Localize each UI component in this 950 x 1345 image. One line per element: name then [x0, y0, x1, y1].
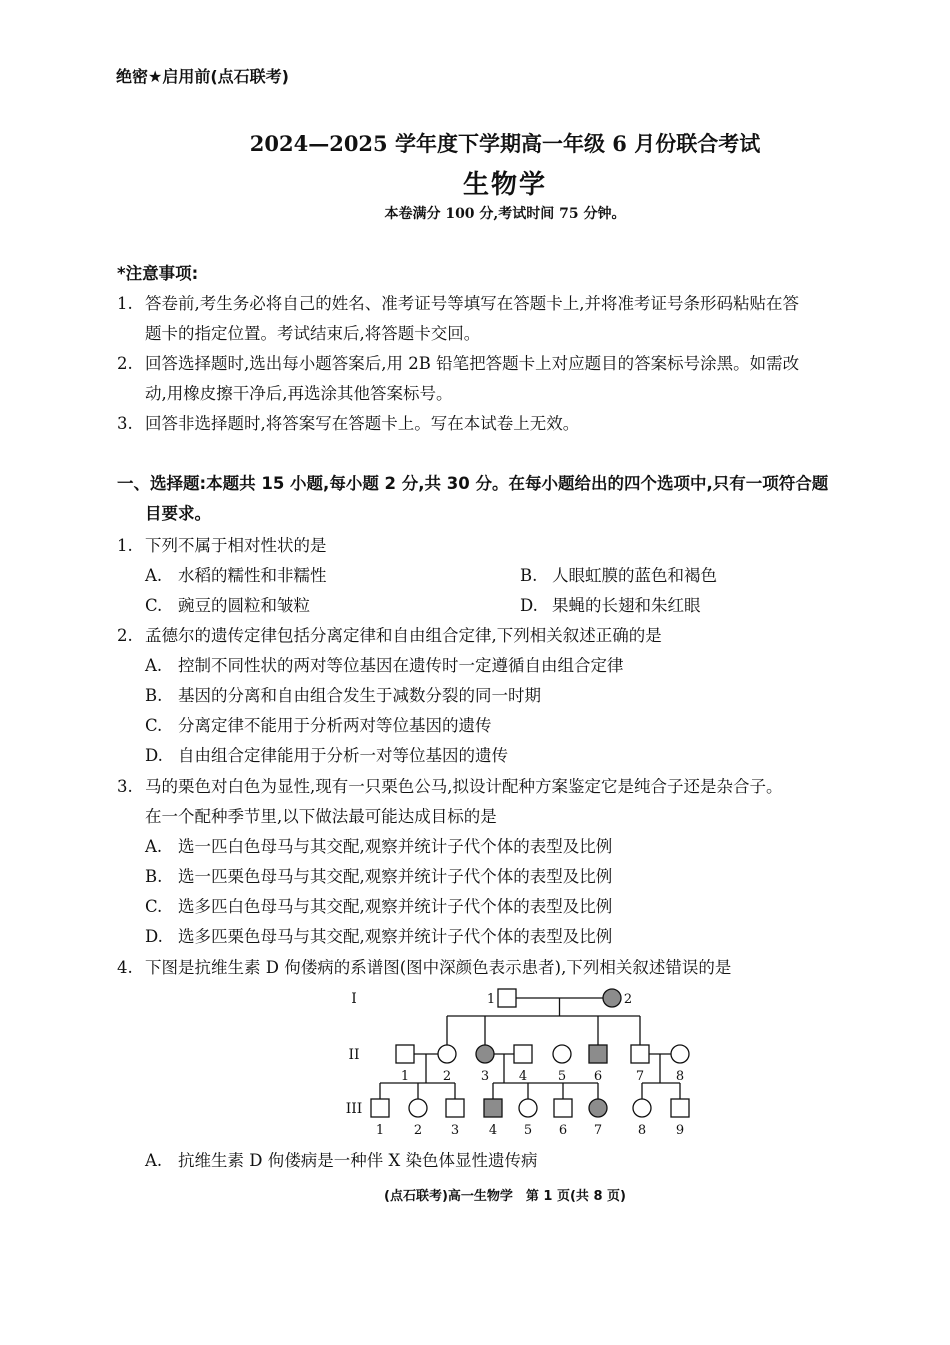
note-line: 回答选择题时,选出每小题答案后,用 2B 铅笔把答题卡上对应题目的答案标号涂黑。如需改	[145, 354, 800, 373]
note-number: 1.	[117, 294, 133, 313]
individual-label: 4	[488, 1123, 498, 1138]
male-symbol	[396, 1045, 414, 1063]
female-symbol	[553, 1045, 571, 1063]
option-text: 选一匹栗色母马与其交配,观察并统计子代个体的表型及比例	[178, 867, 613, 886]
individual-label: 1	[486, 992, 496, 1007]
option-letter: D.	[145, 746, 163, 765]
subject-title: 生物学	[462, 170, 547, 200]
question-stem: 马的栗色对白色为显性,现有一只栗色公马,拟设计配种方案鉴定它是纯合子还是杂合子。	[145, 777, 783, 796]
option-letter: C.	[145, 897, 163, 916]
score-time-note: 本卷满分 100 分,考试时间 75 分钟。	[384, 206, 626, 222]
option-text: 人眼虹膜的蓝色和褐色	[552, 566, 717, 585]
affected-female-symbol	[476, 1045, 494, 1063]
secret-label: 绝密★启用前(点石联考)	[116, 67, 289, 86]
individual-label: 6	[558, 1123, 568, 1138]
option-text: 选一匹白色母马与其交配,观察并统计子代个体的表型及比例	[178, 837, 613, 856]
option-letter: B.	[145, 686, 163, 705]
question-number: 4.	[117, 958, 133, 977]
male-symbol	[514, 1045, 532, 1063]
female-symbol	[519, 1099, 537, 1117]
generation-label: I	[351, 991, 357, 1007]
section-heading-cont: 目要求。	[145, 504, 211, 523]
note-number: 3.	[117, 414, 133, 433]
individual-label: 3	[450, 1123, 460, 1138]
option-text: 豌豆的圆粒和皱粒	[178, 596, 310, 615]
male-symbol	[631, 1045, 649, 1063]
option-letter: A.	[145, 837, 163, 856]
option-text: 控制不同性状的两对等位基因在遗传时一定遵循自由组合定律	[178, 656, 624, 675]
individual-label: 1	[375, 1123, 385, 1138]
male-symbol	[371, 1099, 389, 1117]
individual-label: 7	[635, 1069, 645, 1084]
male-symbol	[671, 1099, 689, 1117]
option-letter: D.	[145, 927, 163, 946]
option-letter: B.	[145, 867, 163, 886]
option-text: 水稻的糯性和非糯性	[178, 566, 327, 585]
individual-label: 2	[442, 1069, 452, 1084]
option-letter: C.	[145, 716, 163, 735]
note-line: 答卷前,考生务必将自己的姓名、准考证号等填写在答题卡上,并将准考证号条形码粘贴在答	[145, 294, 799, 313]
affected-male-symbol	[589, 1045, 607, 1063]
option-letter: A.	[145, 566, 163, 585]
individual-label: 5	[523, 1123, 533, 1138]
male-symbol	[446, 1099, 464, 1117]
individual-label: 9	[675, 1123, 685, 1138]
female-symbol	[409, 1099, 427, 1117]
note-line: 动,用橡皮擦干净后,再选涂其他答案标号。	[145, 384, 453, 403]
page-footer: (点石联考)高一生物学 第 1 页(共 8 页)	[384, 1189, 626, 1204]
question-stem: 下图是抗维生素 D 佝偻病的系谱图(图中深颜色表示患者),下列相关叙述错误的是	[145, 958, 732, 977]
affected-female-symbol	[589, 1099, 607, 1117]
generation-label: II	[348, 1047, 360, 1063]
question-stem: 孟德尔的遗传定律包括分离定律和自由组合定律,下列相关叙述正确的是	[145, 626, 662, 645]
notes-heading: *注意事项:	[117, 264, 199, 283]
individual-label: 5	[557, 1069, 567, 1084]
option-letter: C.	[145, 596, 163, 615]
option-text: 选多匹白色母马与其交配,观察并统计子代个体的表型及比例	[178, 897, 613, 916]
question-number: 3.	[117, 777, 133, 796]
note-line: 题卡的指定位置。考试结束后,将答题卡交回。	[145, 324, 481, 343]
option-letter: A.	[145, 1151, 163, 1170]
question-stem: 下列不属于相对性状的是	[145, 536, 327, 555]
option-text: 抗维生素 D 佝偻病是一种伴 X 染色体显性遗传病	[178, 1151, 538, 1170]
individual-label: 8	[675, 1069, 685, 1084]
affected-female-symbol	[603, 989, 621, 1007]
option-text: 选多匹栗色母马与其交配,观察并统计子代个体的表型及比例	[178, 927, 613, 946]
individual-label: 3	[480, 1069, 490, 1084]
question-stem: 在一个配种季节里,以下做法最可能达成目标的是	[145, 807, 497, 826]
option-text: 自由组合定律能用于分析一对等位基因的遗传	[178, 746, 508, 765]
affected-male-symbol	[484, 1099, 502, 1117]
individual-label: 6	[593, 1069, 603, 1084]
exam-title: 2024—2025 学年度下学期高一年级 6 月份联合考试	[249, 131, 761, 156]
individual-label: 8	[637, 1123, 647, 1138]
male-symbol	[554, 1099, 572, 1117]
individual-label: 7	[593, 1123, 603, 1138]
individual-label: 2	[623, 992, 633, 1007]
individual-label: 1	[400, 1069, 410, 1084]
generation-label: III	[345, 1101, 363, 1117]
note-line: 回答非选择题时,将答案写在答题卡上。写在本试卷上无效。	[145, 414, 580, 433]
option-text: 基因的分离和自由组合发生于减数分裂的同一时期	[178, 686, 541, 705]
individual-label: 2	[413, 1123, 423, 1138]
female-symbol	[438, 1045, 456, 1063]
option-letter: B.	[520, 566, 538, 585]
female-symbol	[633, 1099, 651, 1117]
note-number: 2.	[117, 354, 133, 373]
option-text: 分离定律不能用于分析两对等位基因的遗传	[178, 716, 492, 735]
option-letter: D.	[520, 596, 538, 615]
male-symbol	[498, 989, 516, 1007]
question-number: 2.	[117, 626, 133, 645]
option-text: 果蝇的长翅和朱红眼	[552, 596, 701, 615]
individual-label: 4	[518, 1069, 528, 1084]
female-symbol	[671, 1045, 689, 1063]
section-heading: 一、选择题:本题共 15 小题,每小题 2 分,共 30 分。在每小题给出的四个选项中,只有一项符合题	[117, 474, 829, 493]
question-number: 1.	[117, 536, 133, 555]
pedigree-chart	[330, 982, 710, 1142]
option-letter: A.	[145, 656, 163, 675]
